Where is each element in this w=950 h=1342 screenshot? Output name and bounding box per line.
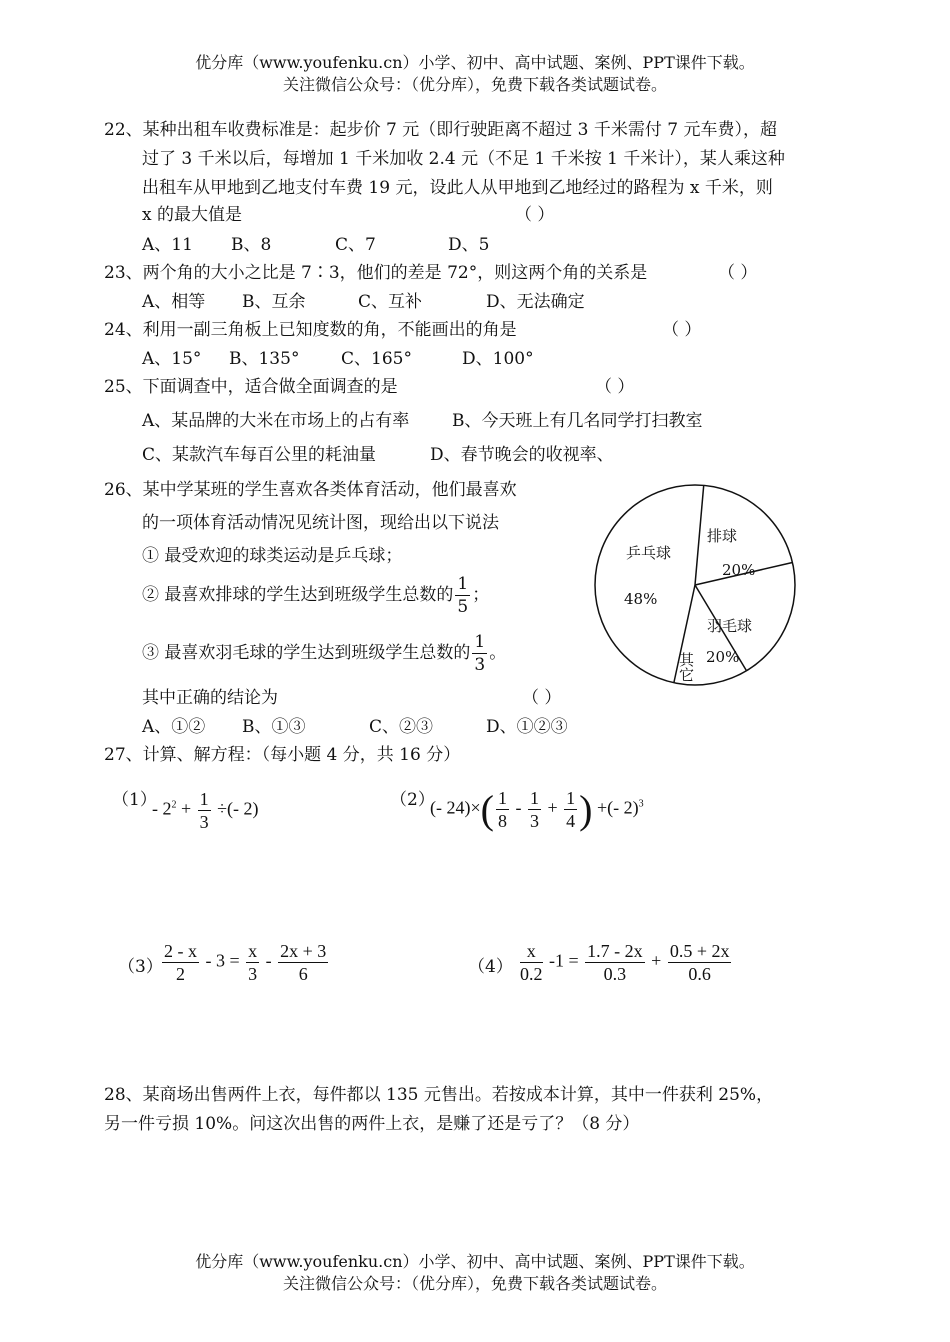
q27-part4-label: （4）	[468, 957, 513, 977]
right-paren: )	[579, 787, 593, 832]
fraction	[496, 787, 509, 832]
pie-chart	[590, 480, 800, 690]
q24-answer-paren: （ ）	[662, 320, 702, 340]
q28-line-2: 另一件亏损 10%。问这次出售的两件上衣，是赚了还是亏了？（8 分）	[104, 1114, 640, 1134]
numerator: 2 - x	[164, 941, 197, 961]
q22-option-a: A、11	[142, 235, 193, 255]
q23-answer-paren: （ ）	[718, 263, 758, 283]
fraction	[564, 787, 577, 832]
q22-option-d: D、5	[448, 235, 490, 255]
term: ÷(- 2)	[217, 798, 259, 819]
statement-end: 。	[489, 643, 507, 663]
numerator: 1	[497, 788, 507, 808]
q22-line-2: 过了 3 千米以后，每增加 1 千米加收 2.4 元（不足 1 千米按 1 千米计），某人乘这种	[142, 149, 785, 169]
pie-slices	[595, 485, 795, 685]
operator: +	[547, 797, 558, 818]
q25-option-b: B、今天班上有几名同学打扫教室	[452, 411, 703, 431]
q24-option-a: A、15°	[142, 349, 202, 369]
numerator: 1	[457, 574, 469, 594]
q23-option-b: B、互余	[242, 292, 306, 312]
operator: +	[651, 950, 662, 971]
q26-answer-paren: （ ）	[522, 688, 562, 708]
pie-label-badminton: 羽毛球	[707, 617, 753, 635]
pie-label-other: 其它	[677, 652, 695, 682]
q25-option-d: D、春节晚会的收视率、	[430, 445, 614, 465]
q26-statement-2-text: ② 最喜欢排球的学生达到班级学生总数的	[142, 585, 454, 605]
q27-part1-expression	[152, 788, 259, 833]
numerator: 2x + 3	[280, 941, 327, 961]
header-line-2: 关注微信公众号：（优分库），免费下载各类试题试卷。	[282, 75, 667, 94]
q28-line-1: 28、某商场出售两件上衣，每件都以 135 元售出。若按成本计算，其中一件获利 25%，	[104, 1085, 774, 1105]
q27-part4-equation	[518, 940, 733, 985]
denominator: 8	[497, 811, 507, 831]
left-paren: (	[480, 787, 494, 832]
q27-part1-label: （1）	[112, 790, 157, 810]
footer-line-1: 优分库（www.youfenku.cn）小学、初中、高中试题、案例、PPT课件下载。	[195, 1252, 755, 1271]
q25-option-a: A、某品牌的大米在市场上的占有率	[142, 411, 410, 431]
q26-line-1: 26、某中学某班的学生喜欢各类体育活动，他们最喜欢	[104, 480, 517, 500]
numerator: 1.7 - 2x	[587, 941, 643, 961]
denominator: 6	[298, 964, 308, 984]
q27-part2-label: （2）	[390, 790, 435, 810]
q23-option-c: C、互补	[358, 292, 423, 312]
exponent: 3	[638, 798, 644, 810]
q26-option-c: C、②③	[369, 717, 434, 737]
header-line-1: 优分库（www.youfenku.cn）小学、初中、高中试题、案例、PPT课件下载。	[195, 53, 755, 72]
pie-value-badminton: 20%	[706, 648, 740, 666]
fraction	[668, 940, 732, 985]
denominator: 2	[176, 964, 185, 984]
q25-answer-paren: （ ）	[595, 377, 635, 397]
term: - 2	[152, 798, 172, 819]
q22-option-c: C、7	[335, 235, 376, 255]
statement-end: ；	[472, 585, 490, 605]
q23-stem: 23、两个角的大小之比是 7∶3，他们的差是 72°，则这两个角的关系是	[104, 263, 648, 283]
q26-statement-3-text: ③ 最喜欢羽毛球的学生达到班级学生总数的	[142, 643, 471, 663]
denominator: 3	[474, 655, 486, 675]
fraction	[472, 631, 487, 676]
q27-stem: 27、计算、解方程：（每小题 4 分，共 16 分）	[104, 745, 461, 765]
numerator: x	[520, 940, 543, 963]
numerator: x	[248, 941, 258, 961]
numerator: 1	[474, 632, 486, 652]
operator: -1 =	[549, 950, 579, 971]
q25-option-c: C、某款汽车每百公里的耗油量	[142, 445, 377, 465]
denominator: 3	[248, 964, 258, 984]
denominator: 5	[457, 597, 469, 617]
exponent: 2	[171, 799, 177, 811]
operator: +	[181, 798, 192, 819]
q27-part3-label: （3）	[118, 957, 163, 977]
fraction	[162, 940, 199, 985]
denominator: 3	[199, 812, 209, 832]
denominator: 3	[529, 811, 539, 831]
operator: - 3 =	[205, 950, 240, 971]
term: (- 24)×	[430, 797, 481, 818]
denominator: 0.6	[688, 964, 711, 984]
q24-option-c: C、165°	[341, 349, 412, 369]
term: +(- 2)	[596, 797, 639, 818]
q22-option-b: B、8	[231, 235, 272, 255]
operator: -	[515, 797, 522, 818]
q26-option-d: D、①②③	[486, 717, 568, 737]
fraction	[455, 573, 470, 618]
pie-label-volleyball: 排球	[707, 527, 738, 545]
numerator: 1	[199, 789, 209, 809]
fraction	[198, 788, 211, 833]
q24-stem: 24、利用一副三角板上已知度数的角，不能画出的角是	[104, 320, 517, 340]
q22-line-1: 22、某种出租车收费标准是：起步价 7 元（即行驶距离不超过 3 千米需付 7 元车费），超	[104, 120, 778, 140]
q27-part3-equation	[160, 940, 330, 985]
q23-option-d: D、无法确定	[486, 292, 585, 312]
q26-statement-2	[142, 573, 489, 618]
q26-statement-1: ① 最受欢迎的球类运动是乒乓球；	[142, 546, 403, 566]
denominator: 0.3	[603, 964, 627, 984]
q22-line-4: x 的最大值是	[142, 205, 242, 225]
denominator: 4	[566, 811, 576, 831]
denominator: 0.2	[520, 964, 543, 984]
pie-label-pingpong: 乒乓球	[626, 544, 672, 562]
pie-value-volleyball: 20%	[722, 561, 756, 579]
q27-part2-expression	[430, 786, 644, 833]
q26-statement-3	[142, 631, 506, 676]
q26-option-a: A、①②	[142, 717, 206, 737]
numerator: 0.5 + 2x	[669, 941, 730, 961]
numerator: 1	[529, 788, 539, 808]
q22-line-3: 出租车从甲地到乙地支付车费 19 元，设此人从甲地到乙地经过的路程为 x 千米，则	[142, 178, 773, 198]
fraction	[520, 940, 543, 985]
footer-line-2: 关注微信公众号：（优分库），免费下载各类试题试卷。	[282, 1274, 667, 1293]
fraction	[585, 940, 645, 985]
q26-line-2: 的一项体育活动情况见统计图，现给出以下说法	[142, 513, 499, 533]
q23-option-a: A、相等	[142, 292, 206, 312]
operator: -	[265, 950, 272, 971]
q26-conclusion: 其中正确的结论为	[142, 688, 278, 708]
pie-value-pingpong: 48%	[624, 590, 658, 608]
numerator: 1	[566, 788, 576, 808]
fraction	[246, 940, 259, 985]
fraction	[278, 940, 328, 985]
fraction	[528, 787, 541, 832]
q24-option-d: D、100°	[462, 349, 534, 369]
q24-option-b: B、135°	[229, 349, 300, 369]
q25-stem: 25、下面调查中，适合做全面调查的是	[104, 377, 398, 397]
q26-option-b: B、①③	[242, 717, 306, 737]
q22-answer-paren: （ ）	[515, 205, 555, 225]
